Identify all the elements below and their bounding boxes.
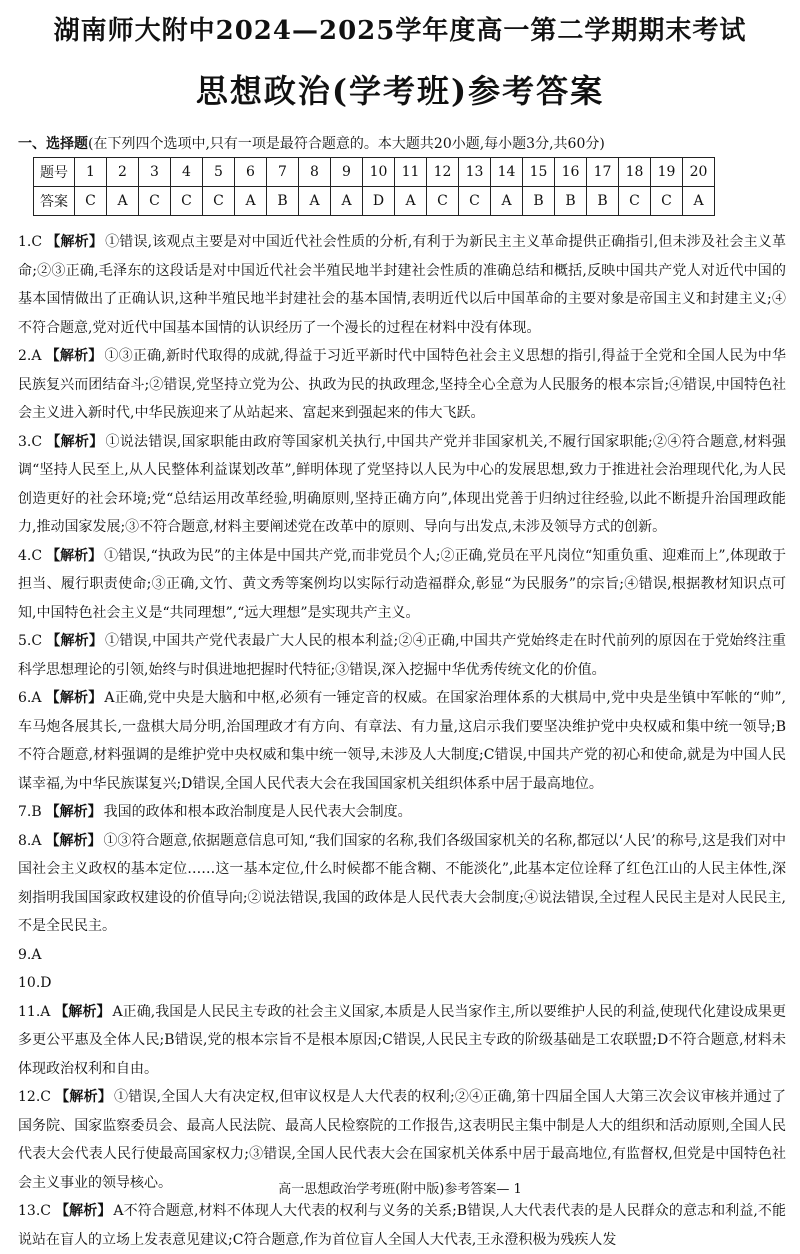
answer-cell: A [491,187,523,216]
analysis-tag: 【解析】 [45,804,102,820]
question-number-cell: 17 [587,158,619,187]
question-number-cell: 15 [523,158,555,187]
item-number: 3.C [18,433,43,450]
item-text: ①③正确,新时代取得的成就,得益于习近平新时代中国特色社会主义思想的指引,得益于全党和全国人民为中华民族复兴而团结奋斗;②错误,党坚持立党为公、执政为民的执政理念,坚持全心全意为人民服务的根本宗旨;④错误,中国特色社会主义进入新时代,中华民族迎来了从站起来、富起来到强起来的伟大飞跃。 [18,348,787,421]
question-number-cell: 19 [651,158,683,187]
question-number-cell: 10 [363,158,395,187]
item-number: 2.A [18,348,42,364]
question-number-cell: 7 [267,158,299,187]
analysis-tag: 【解析】 [46,547,103,564]
item-number: 12.C [18,1089,51,1105]
item-text: ①③符合题意,依据题意信息可知,“我们国家的名称,我们各级国家机关的名称,都冠以‘人民’的称号,这是我们对中国社会主义政权的基本定位……这一基本定位,什么时候都不能含糊、不能淡化”,此基本定位诠释了红色江山的人民主体性,深刻指明我国国家政权建设的价值导向;②说法错误,我国的政体是人民代表大会制度;④说法错误,全过程人民民主是对人民民主,不是全民民主。 [18,832,787,934]
question-number-cell: 4 [171,158,203,187]
answer-cell: D [363,187,395,216]
analysis-item [18,941,786,970]
answer-cell: C [619,187,651,216]
analysis-item [18,627,786,684]
analysis-item [18,228,786,342]
page-title: 湖南师大附中2024—2025学年度高一第二学期期末考试 [53,16,747,46]
analysis-item [18,798,786,827]
analysis-item [18,998,786,1084]
item-number: 8.A [18,832,42,849]
item-number: 9.A [18,946,42,963]
item-text: 我国的政体和根本政治制度是人民代表大会制度。 [103,804,412,820]
item-text: ①错误,全国人大有决定权,但审议权是人大代表的权利;②④正确,第十四届全国人大第三次会议审核并通过了国务院、国家监察委员会、最高人民法院、最高人民检察院的工作报告,这表明民主集中制是人大的组织和活动原则,全国人民代表大会代表人民行使最高国家权力;③错误,全国人民代表大会在国家机关体系中居于最高地位,有监督权,但党是中国特色社会主义事业的领导核心。 [18,1089,786,1191]
answer-cell: A [683,187,715,216]
analysis-list [18,228,786,1254]
analysis-tag: 【解析】 [54,1203,112,1219]
answer-cell: C [427,187,459,216]
question-number-cell: 14 [491,158,523,187]
question-number-cell: 2 [107,158,139,187]
number-row-label: 题号 [34,158,75,187]
question-number-cell: 11 [395,158,427,187]
item-number: 13.C [18,1203,51,1219]
answer-cell: A [299,187,331,216]
answer-table [33,157,715,216]
answer-cell: A [107,187,139,216]
item-number: 6.A [18,690,42,706]
item-number: 4.C [18,547,43,564]
analysis-item [18,1197,786,1254]
question-number-cell: 9 [331,158,363,187]
analysis-item [18,684,786,798]
item-text: A正确,党中央是大脑和中枢,必须有一锤定音的权威。在国家治理体系的大棋局中,党中央是坐镇中军帐的“帅”,车马炮各展其长,一盘棋大局分明,治国理政才有方向、有章法、有力量,这启示我们要坚决维护党中央权威和集中统一领导;B不符合题意,材料强调的是维护党中央权威和集中统一领导,未涉及人大制度;C错误,中国共产党的初心和使命,就是为中国人民谋幸福,为中华民族谋复兴;D错误,全国人民代表大会在我国国家机关组织体系中居于最高地位。 [18,690,786,792]
analysis-item [18,827,786,941]
answer-cell: A [395,187,427,216]
page-subtitle: 思想政治(学考班)参考答案 [195,72,605,110]
item-number: 10.D [18,975,52,991]
analysis-item [18,542,786,628]
item-text: ①错误,“执政为民”的主体是中国共产党,而非党员个人;②正确,党员在平凡岗位“知重负重、迎难而上”,体现敢于担当、履行职责使命;③正确,文竹、黄文秀等案例均以实际行动造福群众,彰显“为民服务”的宗旨;④错误,根据教材知识点可知,中国特色社会主义是“共同理想”,“远大理想”是实现共产主义。 [18,547,786,621]
answer-table-answer-row [34,187,715,216]
answer-cell: B [555,187,587,216]
answer-cell: C [171,187,203,216]
analysis-tag: 【解析】 [46,633,104,649]
analysis-tag: 【解析】 [45,832,102,849]
question-number-cell: 1 [75,158,107,187]
item-number: 1.C [18,234,43,250]
section-label: 一、选择题 [18,136,88,152]
analysis-tag: 【解析】 [54,1089,112,1105]
analysis-item [18,342,786,428]
answer-cell: C [651,187,683,216]
question-number-cell: 16 [555,158,587,187]
analysis-tag: 【解析】 [54,1003,111,1020]
answer-cell: C [139,187,171,216]
analysis-tag: 【解析】 [46,234,104,250]
analysis-tag: 【解析】 [46,433,104,450]
answer-cell: C [75,187,107,216]
question-number-cell: 20 [683,158,715,187]
item-number: 11.A [18,1003,51,1020]
question-number-cell: 8 [299,158,331,187]
item-text: ①错误,该观点主要是对中国近代社会性质的分析,有利于为新民主主义革命提供正确指引,但未涉及社会主义革命;②③正确,毛泽东的这段话是对中国近代社会半殖民地半封建社会性质的准确总结和概括,反映中国共产党人对近代中国的基本国情做出了正确认识,这种半殖民地半封建社会的基本国情,表明近代以后中国革命的主要对象是帝国主义和封建主义;④不符合题意,党对近代中国基本国情的认识经历了一个漫长的过程在材料中没有体现。 [18,234,786,336]
question-number-cell: 3 [139,158,171,187]
question-number-cell: 6 [235,158,267,187]
item-number: 5.C [18,633,43,649]
section-instruction: (在下列四个选项中,只有一项是最符合题意的。本大题共20小题,每小题3分,共60分) [88,136,605,152]
item-number: 7.B [18,804,42,820]
question-number-cell: 12 [427,158,459,187]
answer-cell: B [523,187,555,216]
page-footer: 高一思想政治学考班(附中版)参考答案— 1 [278,1182,522,1197]
answer-cell: C [203,187,235,216]
answer-cell: A [331,187,363,216]
analysis-item [18,428,786,542]
question-number-cell: 5 [203,158,235,187]
analysis-tag: 【解析】 [45,690,103,706]
question-number-cell: 18 [619,158,651,187]
section-heading [18,133,788,153]
answer-cell: B [267,187,299,216]
analysis-item [18,969,786,998]
question-number-cell: 13 [459,158,491,187]
answer-table-number-row [34,158,715,187]
answer-cell: A [235,187,267,216]
item-text: ①说法错误,国家职能由政府等国家机关执行,中国共产党并非国家机关,不履行国家职能;②④符合题意,材料强调“坚持人民至上,从人民整体利益谋划改革”,鲜明体现了党坚持以人民为中心的发展思想,致力于推进社会治理现代化,为人民创造更好的社会环境;党“总结运用改革经验,明确原则,坚持正确方向”,体现出党善于归纳过往经验,以此不断提升治国理政能力,推动国家发展;③不符合题意,材料主要阐述党在改革中的原则、导向与出发点,未涉及领导方式的创新。 [18,433,787,535]
answer-row-label: 答案 [34,187,75,216]
item-text: ①错误,中国共产党代表最广大人民的根本利益;②④正确,中国共产党始终走在时代前列的原因在于党始终注重科学思想理论的引领,始终与时俱进地把握时代特征;③错误,深入挖掘中华优秀传统文化的价值。 [18,633,786,678]
item-text: A不符合题意,材料不体现人大代表的权利与义务的关系;B错误,人大代表代表的是人民群众的意志和利益,不能说站在盲人的立场上发表意见建议;C符合题意,作为首位盲人全国人大代表,王永澄积极为残疾人发 [18,1203,786,1248]
answer-cell: B [587,187,619,216]
answer-cell: C [459,187,491,216]
item-text: A正确,我国是人民民主专政的社会主义国家,本质是人民当家作主,所以要维护人民的利益,使现代化建设成果更多更公平惠及全体人民;B错误,党的根本宗旨不是根本原因;C错误,人民民主专政的阶级基础是工农联盟;D不符合题意,材料未体现政治权利和自由。 [18,1003,786,1077]
analysis-tag: 【解析】 [45,348,103,364]
